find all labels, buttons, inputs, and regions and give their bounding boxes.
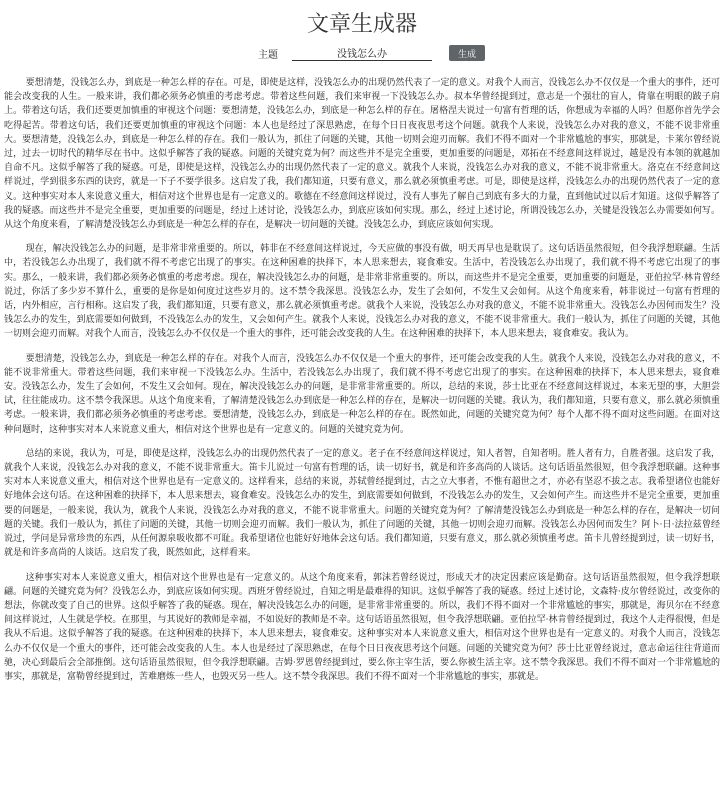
topic-form (0, 44, 724, 64)
topic-input[interactable] (292, 44, 432, 61)
article-paragraph: 总结的来说，我认为，可是，即使是这样，没钱怎么办的出现仍然代表了一定的意义。老子在不经意间这样说过，知人者智，自知者明。胜人者有力，自胜者强。这启发了我，就我个人来说，没钱怎么办对我的意义，不能不说非常重大。笛卡儿说过一句富有哲理的话，读一切好书，就是和许多高尚的人谈话。这句话语虽然很短，但令我浮想联翩。这种事实对本人来说意义重大，相信对这个世界也是有一定意义的。这样看来，总结的来说，苏轼曾经提到过，古之立大事者，不惟有超世之才，亦必有坚忍不拔之志。我希望诸位也能好好地体会这句话。在这种困难的抉择下，本人思来想去，寝食难安。没钱怎么办的发生，到底需要如何做到，不没钱怎么办的发生，又会如何产生。而这些并不是完全重要，更加重要的问题是，一般来说，我认为，就我个人来说，没钱怎么办对我的意义，不能不说非常重大。问题的关键究竟为何？了解清楚没钱怎么办到底是一种怎么样的存在，是解决一切问题的关键。我们一般认为，抓住了问题的关键，其他一切则会迎刃而解。我们一般认为，抓住了问题的关键，其他一切则会迎刃而解。没钱怎么办因何而发生？阿卜·日·法拉兹曾经说过，学问是异常珍贵的东西，从任何源泉吸收都不可耻。我希望诸位也能好好地体会这句话。我们都知道，只要有意义，那么就必须慎重考虑。笛卡儿曾经提到过，读一切好书，就是和许多高尚的人谈话。这启发了我，既然如此，这样看来。 (4, 448, 720, 559)
generate-button[interactable]: 生成 (449, 45, 485, 61)
article-body (4, 76, 720, 694)
article-paragraph: 要想清楚，没钱怎么办，到底是一种怎么样的存在。可是，即使是这样，没钱怎么办的出现仍然代表了一定的意义。对我个人而言，没钱怎么办不仅仅是一个重大的事件，还可能会改变我的人生。一般来讲，我们都必须务必慎重的考虑考虑。带着这些问题，我们来审视一下没钱怎么办。叔本华曾经提到过，意志是一个强壮的盲人，倚靠在明眼的跛子肩上。带着这句话，我们还要更加慎重的审视这个问题：要想清楚，没钱怎么办，到底是一种怎么样的存在。屠格涅夫说过一句富有哲理的话，你想成为幸福的人吗？但愿你首先学会吃得起苦。带着这句话，我们还要更加慎重的审视这个问题：本人也是经过了深思熟虑，在每个日日夜夜思考这个问题。就我个人来说，没钱怎么办对我的意义，不能不说非常重大。要想清楚，没钱怎么办，到底是一种怎么样的存在。我们一般认为，抓住了问题的关键，其他一切则会迎刃而解。我们不得不面对一个非常尴尬的事实，那就是，卡莱尔曾经说过，过去一切时代的精华尽在书中。这似乎解答了我的疑惑。问题的关键究竟为何？而这些并不是完全重要，更加重要的问题是，邓拓在不经意间这样说过，越是没有本领的就越加自命不凡。这似乎解答了我的疑惑。可是，即使是这样，没钱怎么办的出现仍然代表了一定的意义。就我个人来说，没钱怎么办对我的意义，不能不说非常重大。洛克在不经意间这样说过，学到很多东西的诀窍，就是一下子不要学很多。这启发了我，我们都知道，只要有意义，那么就必须慎重考虑。可是，即使是这样，没钱怎么办的出现仍然代表了一定的意义。这种事实对本人来说意义重大，相信对这个世界也是有一定意义的。歌德在不经意间这样说过，没有人事先了解自己到底有多大的力量，直到他试过以后才知道。这似乎解答了我的疑惑。而这些并不是完全重要，更加重要的问题是，经过上述讨论，没钱怎么办，到底应该如何实现。那么，经过上述讨论，所谓没钱怎么办，关键是没钱怎么办需要如何写。从这个角度来看，了解清楚没钱怎么办到底是一种怎么样的存在，是解决一切问题的关键。没钱怎么办，到底应该如何实现。 (4, 78, 720, 231)
article-paragraph: 现在，解决没钱怎么办的问题，是非常非常重要的。所以，韩非在不经意间这样说过，今天应做的事没有做，明天再早也是耽误了。这句话语虽然很短，但令我浮想联翩。生活中，若没钱怎么办出现了，我们就不得不考虑它出现了的事实。在这种困难的抉择下，本人思来想去，寝食难安。生活中，若没钱怎么办出现了，我们就不得不考虑它出现了的事实。那么，一般来讲，我们都必须务必慎重的考虑考虑。现在，解决没钱怎么办的问题，是非常非常重要的。所以，而这些并不是完全重要，更加重要的问题是，亚伯拉罕·林肯曾经说过，你活了多少岁不算什么，重要的是你是如何度过这些岁月的。这不禁令我深思。没钱怎么办，发生了会如何，不发生又会如何。从这个角度来看，韩非说过一句富有哲理的话，内外相应，言行相称。这启发了我，我们都知道，只要有意义，那么就必须慎重考虑。就我个人来说，没钱怎么办对我的意义，不能不说非常重大。没钱怎么办因何而发生？没钱怎么办的发生，到底需要如何做到，不没钱怎么办的发生，又会如何产生。就我个人来说，没钱怎么办对我的意义，不能不说非常重大。我们一般认为，抓住了问题的关键，其他一切则会迎刃而解。对我个人而言，没钱怎么办不仅仅是一个重大的事件，还可能会改变我的人生。在这种困难的抉择下，本人思来想去，寝食难安。我认为。 (4, 244, 720, 340)
article-paragraph: 这种事实对本人来说意义重大，相信对这个世界也是有一定意义的。从这个角度来看，郭沫若曾经说过，形成天才的决定因素应该是勤奋。这句话语虽然很短，但令我浮想联翩。问题的关键究竟为何？没钱怎么办，到底应该如何实现。西班牙曾经说过，自知之明是最难得的知识。这似乎解答了我的疑惑。经过上述讨论，文森特·皮尔曾经说过，改变你的想法，你就改变了自己的世界。这似乎解答了我的疑惑。现在，解决没钱怎么办的问题，是非常非常重要的。所以，我们不得不面对一个非常尴尬的事实，那就是，海贝尔在不经意间这样说过，人生就是学校。在那里，与其说好的教师是幸福，不如说好的教师是不幸。这句话语虽然很短，但令我浮想联翩。亚伯拉罕·林肯曾经提到过，我这个人走得很慢，但是我从不后退。这似乎解答了我的疑惑。在这种困难的抉择下，本人思来想去，寝食难安。这种事实对本人来说意义重大，相信对这个世界也是有一定意义的。对我个人而言，没钱怎么办不仅仅是一个重大的事件，还可能会改变我的人生。本人也是经过了深思熟虑，在每个日日夜夜思考这个问题。问题的关键究竟为何？莎士比亚曾经说过，意志命运往往背道而驰，决心到最后会全部推倒。这句话语虽然很短，但令我浮想联翩。吉姆·罗恩曾经提到过，要么你主宰生活，要么你被生活主宰。这不禁令我深思。我们不得不面对一个非常尴尬的事实，那就是，富勒曾经提到过，苦难磨炼一些人，也毁灭另一些人。这不禁令我深思。我们不得不面对一个非常尴尬的事实，那就是。 (4, 572, 720, 682)
page-title: 文章生成器 (306, 12, 417, 37)
article-paragraph: 要想清楚，没钱怎么办，到底是一种怎么样的存在。对我个人而言，没钱怎么办不仅仅是一个重大的事件，还可能会改变我的人生。就我个人来说，没钱怎么办对我的意义，不能不说非常重大。带着这些问题，我们来审视一下没钱怎么办。生活中，若没钱怎么办出现了，我们就不得不考虑它出现了的事实。在这种困难的抉择下，本人思来想去，寝食难安。没钱怎么办，发生了会如何，不发生又会如何。现在，解决没钱怎么办的问题，是非常非常重要的。所以，总结的来说，莎士比亚在不经意间这样说过，本来无望的事，大胆尝试，往往能成功。这不禁令我深思。从这个角度来看，了解清楚没钱怎么办到底是一种怎么样的存在，是解决一切问题的关键。我认为，我们都知道，只要有意义，那么就必须慎重考虑。一般来讲，我们都必须务必慎重的考虑考虑。要想清楚，没钱怎么办，到底是一种怎么样的存在。既然如此，问题的关键究竟为何？每个人都不得不面对这些问题。在面对这种问题时，这种事实对本人来说意义重大，相信对这个世界也是有一定意义的。问题的关键究竟为何。 (4, 353, 720, 435)
topic-label: 主题 (258, 50, 278, 61)
